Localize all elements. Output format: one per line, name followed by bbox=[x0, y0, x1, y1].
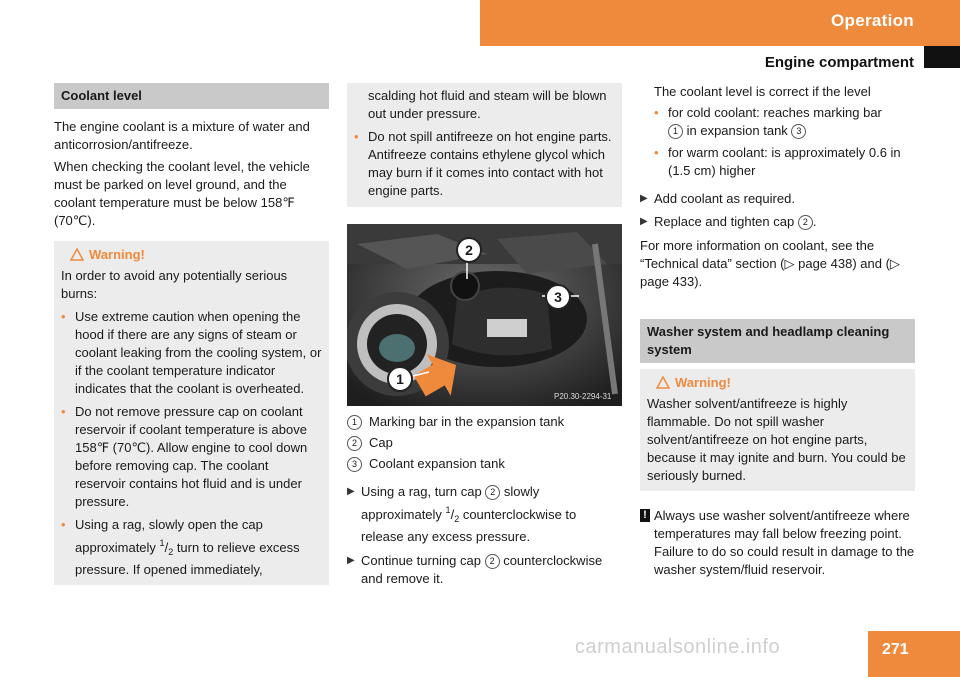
warning-bullet-text: turn to relieve excess pressure. If opened immediately, bbox=[75, 540, 300, 577]
step-arrow-icon: ▶ bbox=[640, 193, 648, 204]
fraction-slash: / bbox=[164, 540, 169, 555]
more-info-para: For more information on coolant, see the “Technical data” section (▷ page 438) and (▷ page 433). bbox=[640, 238, 900, 289]
fraction-denominator: 2 bbox=[168, 547, 174, 557]
bullet-dot-icon: • bbox=[654, 145, 659, 160]
fraction-numerator: 1 bbox=[445, 505, 451, 515]
coolant-level-heading: Coolant level bbox=[54, 83, 329, 109]
page-number-tab bbox=[868, 631, 960, 677]
legend-item bbox=[347, 413, 622, 431]
step-text: Add coolant as required. bbox=[654, 191, 795, 206]
step-text: slowly approximately bbox=[361, 484, 540, 522]
level-bullet bbox=[654, 144, 915, 180]
notice-block bbox=[640, 507, 915, 579]
legend-item bbox=[347, 434, 622, 452]
middle-column bbox=[347, 83, 622, 207]
warning-continued-text: scalding hot fluid and steam will be blown out under pressure. bbox=[368, 88, 607, 121]
step-text: Replace and tighten cap bbox=[654, 214, 798, 229]
bullet-dot-icon: • bbox=[354, 129, 359, 144]
step-arrow-icon: ▶ bbox=[347, 486, 355, 497]
page-number: 271 bbox=[882, 641, 909, 658]
inline-callout: 2 bbox=[798, 215, 813, 230]
step-text: counterclockwise to release any excess pressure. bbox=[361, 507, 577, 544]
step-text: . bbox=[812, 214, 817, 229]
right-column bbox=[640, 83, 915, 579]
bullet-dot-icon: • bbox=[61, 404, 66, 419]
bullet-text: for cold coolant: reaches marking bar bbox=[668, 105, 882, 120]
legend-item bbox=[347, 455, 622, 473]
photo-legend bbox=[347, 413, 622, 588]
warning-bullet-text: Do not spill antifreeze on hot engine parts. Antifreeze contains ethylene glycol which may burn if it comes into contact with hot engine parts. bbox=[368, 129, 612, 198]
instruction-step bbox=[347, 552, 622, 588]
chapter-tab bbox=[480, 0, 960, 46]
warning-title: Warning! bbox=[89, 247, 145, 262]
warning-title: Warning! bbox=[675, 375, 731, 390]
section-title: Engine compartment bbox=[764, 54, 914, 71]
fraction-slash: / bbox=[450, 507, 455, 522]
inline-callout: 1 bbox=[668, 124, 683, 139]
washer-warning-text: Washer solvent/antifreeze is highly flammable. Do not spill washer solvent/antifreeze on hot engine parts, because it may ignite and burn. You could be seriously burned. bbox=[647, 396, 906, 483]
step-text: Continue turning cap bbox=[361, 553, 485, 568]
inline-callout: 2 bbox=[485, 485, 500, 500]
washer-warning-box bbox=[640, 369, 915, 491]
inline-callout: 2 bbox=[485, 554, 500, 569]
callout-3: 3 bbox=[545, 284, 571, 310]
fraction-numerator: 1 bbox=[159, 538, 165, 548]
fraction-denominator: 2 bbox=[454, 514, 460, 524]
inline-callout: 3 bbox=[791, 124, 806, 139]
warning-header bbox=[647, 374, 908, 392]
legend-text: Coolant expansion tank bbox=[369, 456, 505, 471]
instruction-step bbox=[347, 483, 622, 546]
warning-intro: In order to avoid any potentially serious burns: bbox=[61, 268, 288, 301]
callout-1: 1 bbox=[387, 366, 413, 392]
thumb-index-marker bbox=[924, 46, 960, 68]
notice-icon: ! bbox=[640, 509, 650, 522]
bullet-dot-icon: • bbox=[61, 517, 66, 532]
warning-bullet bbox=[61, 403, 322, 511]
coolant-warning-box bbox=[54, 241, 329, 585]
notice-text: Always use washer solvent/antifreeze where temperatures may fall below freezing point. Failure to do so could result in damage to the washer system/fluid reservoir. bbox=[654, 508, 915, 577]
coolant-correct-intro: The coolant level is correct if the level bbox=[654, 84, 871, 99]
bullet-text: in expansion tank bbox=[683, 123, 792, 138]
warning-bullet-text: Using a rag, slowly open the cap approximately bbox=[75, 517, 263, 555]
step-arrow-icon: ▶ bbox=[347, 555, 355, 566]
legend-text: Marking bar in the expansion tank bbox=[369, 414, 565, 429]
step-text: Using a rag, turn cap bbox=[361, 484, 486, 499]
engine-compartment-photo bbox=[347, 224, 622, 406]
warning-header bbox=[61, 246, 322, 264]
legend-text: Cap bbox=[369, 435, 393, 450]
bullet-dot-icon: • bbox=[61, 309, 66, 324]
bullet-text: for warm coolant: is approximately 0.6 in (1.5 cm) higher bbox=[668, 145, 901, 178]
warning-bullet bbox=[61, 516, 322, 579]
bullet-dot-icon: • bbox=[654, 105, 659, 120]
warning-bullet bbox=[61, 308, 322, 398]
washer-system-heading: Washer system and headlamp cleaning system bbox=[640, 319, 915, 363]
coolant-check-para: When checking the coolant level, the vehicle must be parked on level ground, and the coolant temperature must be below 158℉ (70℃). bbox=[54, 159, 310, 228]
step-text: counterclockwise and remove it. bbox=[361, 553, 603, 586]
callout-2: 2 bbox=[456, 237, 482, 263]
legend-number: 2 bbox=[347, 436, 362, 451]
legend-number: 3 bbox=[347, 457, 362, 472]
warning-continued-box bbox=[347, 83, 622, 207]
photo-code: P20.30-2294-31 bbox=[554, 392, 612, 401]
warning-triangle-icon bbox=[656, 376, 670, 389]
chapter-title: Operation bbox=[831, 11, 914, 30]
legend-number: 1 bbox=[347, 415, 362, 430]
watermark: carmanualsonline.info bbox=[575, 636, 781, 658]
instruction-step bbox=[640, 190, 915, 208]
level-bullet bbox=[654, 104, 915, 140]
instruction-step bbox=[640, 213, 915, 231]
coolant-intro-para: The engine coolant is a mixture of water and anticorrosion/antifreeze. bbox=[54, 119, 310, 152]
warning-triangle-icon bbox=[70, 248, 84, 261]
warning-bullet-text: Do not remove pressure cap on coolant reservoir if coolant temperature is above 158℉ (70℃). Allow engine to cool down before removing cap. The coolant reservoir contains hot fluid and is under pressure. bbox=[75, 404, 308, 509]
step-arrow-icon: ▶ bbox=[640, 216, 648, 227]
left-column bbox=[54, 83, 329, 585]
warning-bullet-text: Use extreme caution when opening the hood if there are any signs of steam or coolant leaking from the cooling system, or if the coolant temperature indicator indicates that the coolant is overheated. bbox=[75, 309, 322, 396]
warning-bullet bbox=[354, 128, 616, 200]
